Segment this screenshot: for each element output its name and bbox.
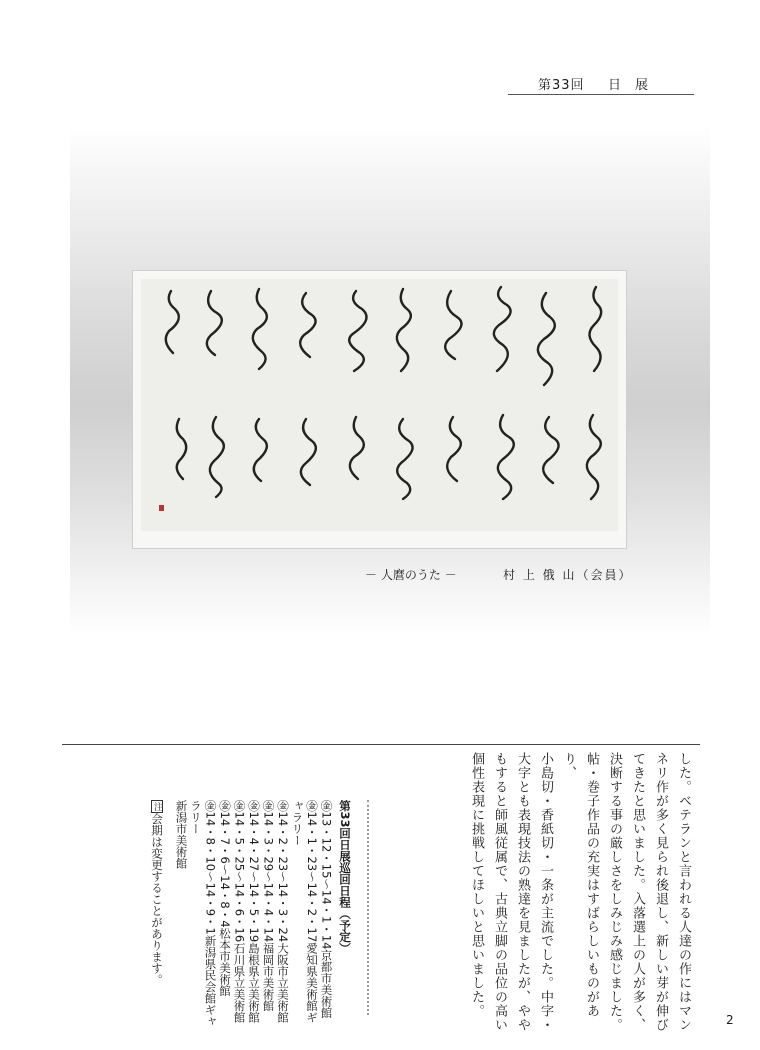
schedule-mark: ㊎ bbox=[203, 800, 218, 812]
page-number: 2 bbox=[726, 1013, 734, 1027]
artist-name: 村 上 俄 山（会員） bbox=[503, 568, 633, 582]
schedule-venue: 島根県立美術館 bbox=[247, 942, 261, 1023]
calligraphy-strokes-bottom bbox=[141, 405, 618, 531]
column-separator bbox=[367, 800, 369, 1015]
schedule-venue: 石川県立美術館 bbox=[232, 942, 247, 1023]
schedule-mark: ㊎ bbox=[218, 800, 232, 812]
calligraphy-panel-top bbox=[141, 279, 618, 405]
schedule-mark: ㊎ bbox=[319, 800, 334, 812]
calligraphy-panel-bottom bbox=[141, 405, 618, 531]
schedule-dates: 14・3・29〜14・4・14 bbox=[261, 811, 276, 943]
review-line: もすると師風従属で、古典立脚の品位の高い bbox=[492, 752, 507, 1032]
schedule-dates: 14・1・23〜14・2・17 bbox=[305, 811, 319, 943]
schedule-venue: 大阪市立美術館 bbox=[276, 942, 290, 1023]
schedule-row bbox=[174, 800, 189, 1030]
schedule-venue: 松本市美術館 bbox=[218, 927, 232, 997]
schedule-venue: 新潟市美術館 bbox=[174, 800, 189, 869]
schedule-row bbox=[276, 800, 291, 1030]
note-mark: 注 bbox=[152, 802, 162, 811]
schedule-row bbox=[218, 800, 233, 1030]
schedule-dates: 14・7・6〜14・8・4 bbox=[218, 811, 232, 928]
schedule-row bbox=[290, 800, 319, 1030]
schedule-dates: 14・8・10〜14・9・1 bbox=[203, 811, 218, 935]
review-line: 小島切・香紙切・一条が主流でした。中字・ bbox=[538, 752, 553, 1032]
schedule-dates: 14・4・27〜14・5・19 bbox=[247, 811, 261, 943]
calligraphy-strokes-top bbox=[141, 279, 618, 405]
schedule-venue: 愛知県美術館ギャラリー bbox=[290, 800, 319, 1023]
schedule-mark: ㊎ bbox=[261, 800, 276, 812]
schedule-dates: 14・5・25〜14・6・16 bbox=[232, 811, 247, 943]
schedule-mark: ㊎ bbox=[247, 800, 261, 812]
schedule-row bbox=[232, 800, 247, 1030]
schedule-mark: ㊎ bbox=[232, 800, 247, 812]
review-line: てきたと思いました。入落選上の人が多く、 bbox=[630, 752, 645, 1032]
schedule-row bbox=[247, 800, 262, 1030]
section-divider bbox=[62, 744, 700, 745]
review-text bbox=[405, 752, 695, 1032]
schedule-venue: 新潟県民会館ギャラリー bbox=[189, 800, 218, 1027]
calligraphy-artwork bbox=[133, 271, 626, 548]
review-line: 個性表現に挑戦してほしいと思いました。 bbox=[469, 752, 484, 1018]
review-line: 決断する事の厳しさをしみじみ感じました。 bbox=[607, 752, 622, 1032]
exhibition-name: 日展 bbox=[608, 78, 663, 93]
schedule-dates: 14・2・23〜14・3・24 bbox=[276, 811, 290, 943]
review-line: ネリ作が多く見られ後退し、新しい芽が伸び bbox=[653, 752, 668, 1032]
exhibition-number: 第33回 bbox=[538, 78, 585, 93]
schedule-venue: 福岡市美術館 bbox=[261, 942, 276, 1012]
review-line: 大字とも表現技法の熟達を見ましたが、やや bbox=[515, 752, 530, 1032]
schedule-row bbox=[261, 800, 276, 1030]
note-text: 会期は変更することがあります。 bbox=[150, 813, 164, 986]
page-header bbox=[508, 74, 694, 95]
schedule-row bbox=[319, 800, 334, 1030]
touring-schedule bbox=[62, 800, 352, 1030]
schedule-mark: ㊎ bbox=[276, 800, 290, 812]
schedule-note bbox=[150, 800, 165, 1030]
schedule-mark: ㊎ bbox=[305, 800, 319, 812]
review-line: した。ベテランと言われる人達の作にはマン bbox=[676, 752, 691, 1032]
review-line: 帖・巻子作品の充実はすばらしいものがあり、 bbox=[561, 752, 599, 1018]
artwork-title: － 人麿のうた － bbox=[365, 568, 457, 582]
schedule-row bbox=[189, 800, 218, 1030]
schedule-dates: 13・12・15〜14・1・14 bbox=[319, 811, 334, 950]
schedule-heading: 第33回日展巡回日程（予定） bbox=[338, 800, 352, 955]
schedule-venue: 京都市美術館 bbox=[319, 949, 334, 1019]
